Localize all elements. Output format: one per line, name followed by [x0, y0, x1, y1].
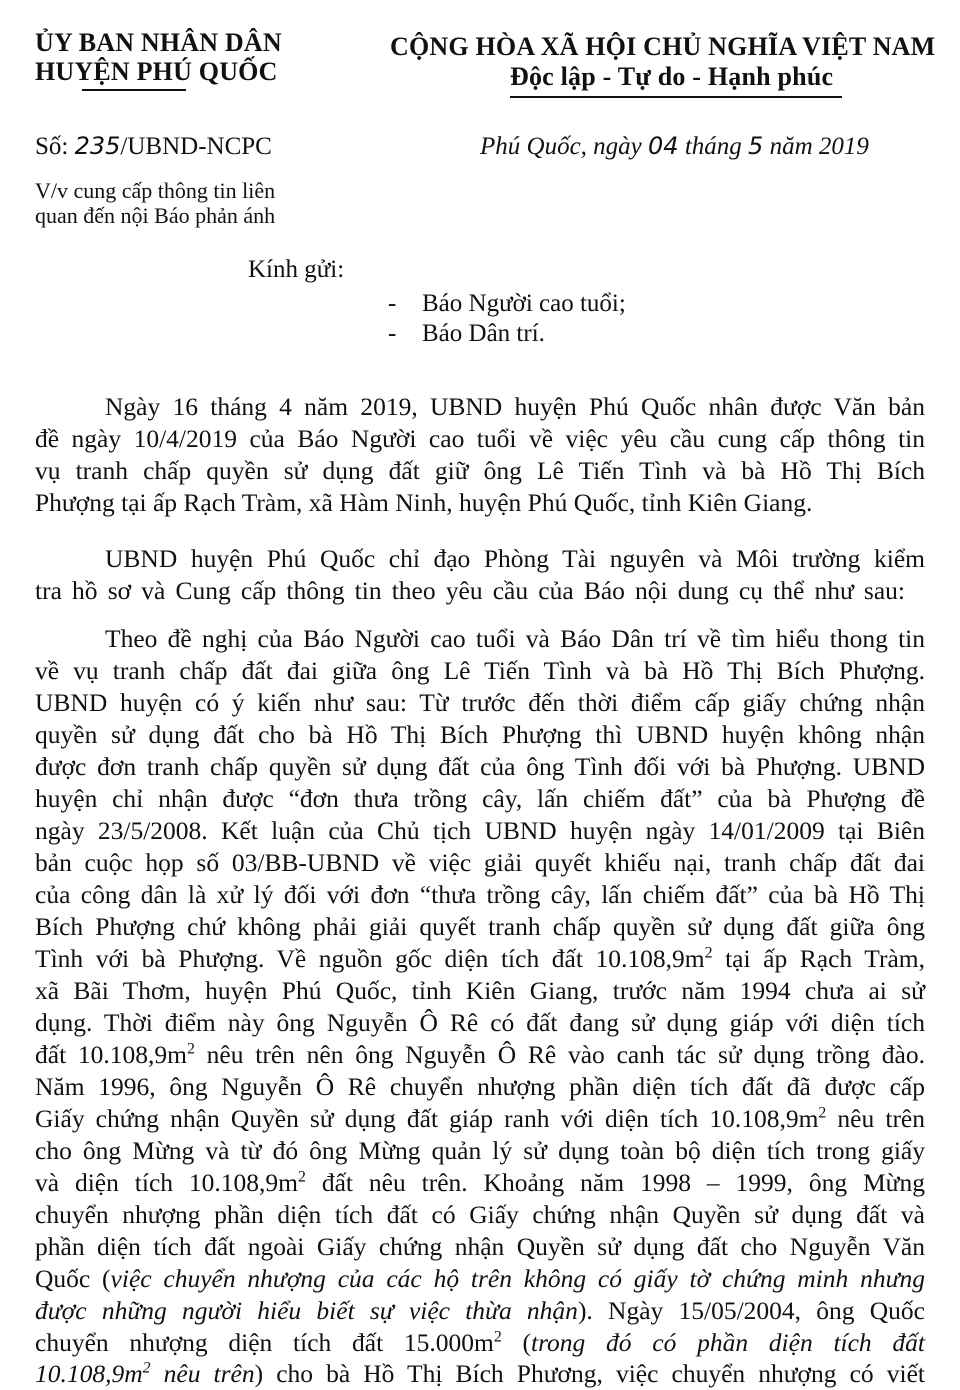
date-prefix: Phú Quốc, ngày: [480, 133, 649, 160]
body-line: $10.108,9m^2$ nêu trên) cho bà Hồ Thị Bích Phương, việc chuyển nhượng có viết: [35, 1359, 925, 1388]
body-line: UBND huyện Phú Quốc chỉ đạo Phòng Tài nguyên và Môi trường kiểm: [105, 544, 925, 573]
agency-underline: [82, 89, 186, 91]
body-line: Bích Phượng chứ không phải giải quyết tranh chấp quyền sử dụng đất giữa ông: [35, 912, 925, 941]
body-line: huyện chỉ nhận được “đơn thưa trồng cây, lấn chiếm đất” của bà Phượng đề: [35, 784, 925, 813]
body-line: quyền sử dụng đất cho bà Hồ Thị Bích Phượng thì UBND huyện không nhận: [35, 720, 925, 749]
agency-district: HUYỆN PHÚ QUỐC: [35, 57, 278, 86]
nation-title: CỘNG HÒA XÃ HỘI CHỦ NGHĨA VIỆT NAM: [390, 32, 936, 61]
doc-number-prefix: Số:: [35, 133, 75, 160]
body-line: ngày 23/5/2008. Kết luận của Chủ tịch UBND huyện ngày 14/01/2009 tại Biên: [35, 816, 925, 845]
body-line: dụng. Thời điểm này ông Nguyễn Ô Rê có đất đang sử dụng giáp với diện tích: [35, 1008, 925, 1037]
subject-line-2: quan đến nội Báo phản ánh: [35, 203, 276, 228]
body-line: chuyển nhượng diện tích đất $15.000m^2$ (trong đó có phần diện tích đất: [35, 1328, 925, 1357]
recipients-label: Kính gửi:: [248, 256, 345, 283]
subject-line-1: V/v cung cấp thông tin liên: [35, 178, 276, 203]
body-line: đề ngày 10/4/2019 của Báo Người cao tuổi về việc yêu cầu cung cấp thông tin: [35, 424, 925, 453]
recipient-item: - Báo Dân trí.: [388, 320, 545, 347]
date-day: 04: [648, 132, 679, 160]
agency-name: ỦY BAN NHÂN DÂN: [35, 28, 282, 57]
body-line: và diện tích $10.108,9m^2$ đất nêu trên. Khoảng năm 1998 – 1999, ông Mừng: [35, 1168, 925, 1197]
body-line: Tình với bà Phượng. Về nguồn gốc diện tích đất $10.108,9m^2$ tại ấp Rạch Tràm,: [35, 944, 925, 973]
body-line: được những người hiểu biết sự việc thừa nhận). Ngày 15/05/2004, ông Quốc: [35, 1296, 925, 1325]
doc-number-handwritten: 235: [74, 132, 121, 160]
motto-underline: [510, 96, 842, 98]
body-line: tra hồ sơ và Cung cấp thông tin theo yêu cầu của Báo nội dung cụ thể như sau:: [35, 576, 905, 605]
body-line: phần diện tích đất ngoài Giấy chứng nhận Quyền sử dụng đất cho Nguyễn Văn: [35, 1232, 925, 1261]
nation-motto: Độc lập - Tự do - Hạnh phúc: [510, 62, 834, 91]
body-line: được đơn tranh chấp quyền sử dụng đất của ông Tình đối với bà Phượng. UBND: [35, 752, 925, 781]
body-line: Giấy chứng nhận Quyền sử dụng đất giáp ranh với diện tích $10.108,9m^2$ nêu trên: [35, 1104, 925, 1133]
body-line: Phượng tại ấp Rạch Tràm, xã Hàm Ninh, huyện Phú Quốc, tỉnh Kiên Giang.: [35, 488, 813, 517]
body-line: Quốc (việc chuyển nhượng của các hộ trên không có giấy tờ chứng minh nhưng: [35, 1264, 925, 1293]
body-line: của công dân là xử lý đối với đơn “thưa trồng cây, lấn chiếm đất” của bà Hồ Thị: [35, 880, 925, 909]
body-line: đất $10.108,9m^2$ nêu trên nên ông Nguyễn Ô Rê vào canh tác sử dụng trồng đào.: [35, 1040, 925, 1069]
body-line: Theo đề nghị của Báo Người cao tuổi và Báo Dân trí về tìm hiểu thong tin: [105, 624, 925, 653]
body-line: về vụ tranh chấp đất đai giữa ông Lê Tiến Tình và bà Hồ Thị Bích Phượng.: [35, 656, 925, 685]
body-line: vụ tranh chấp quyền sử dụng đất giữ ông Lê Tiến Tình và bà Hồ Thị Bích: [35, 456, 925, 485]
date-year: năm 2019: [763, 133, 869, 160]
body-line: chuyển nhượng phần diện tích đất có Giấy chứng nhận Quyền sử dụng đất và: [35, 1200, 925, 1229]
body-line: Năm 1996, ông Nguyễn Ô Rê chuyển nhượng phần diện tích đất đã được cấp: [35, 1072, 925, 1101]
date-month-label: tháng: [678, 133, 749, 160]
date-month: 5: [748, 132, 764, 160]
body-line: xã Bãi Thơm, huyện Phú Quốc, tỉnh Kiên Giang, trước năm 1994 chưa ai sử: [35, 976, 925, 1005]
body-line: bản cuộc họp số 03/BB-UBND về việc giải quyết khiếu nại, tranh chấp đất đai: [35, 848, 925, 877]
document-date: [480, 132, 869, 161]
doc-number-suffix: /UBND-NCPC: [120, 133, 272, 160]
recipient-item: - Báo Người cao tuổi;: [388, 290, 626, 317]
document-number: [35, 132, 272, 161]
body-line: Ngày 16 tháng 4 năm 2019, UBND huyện Phú Quốc nhân được Văn bản: [105, 392, 925, 421]
body-line: cho ông Mừng và từ đó ông Mừng quản lý sử dụng toàn bộ diện tích trong giấy: [35, 1136, 925, 1165]
body-line: UBND huyện có ý kiến như sau: Từ trước đến thời điểm cấp giấy chứng nhận: [35, 688, 925, 717]
